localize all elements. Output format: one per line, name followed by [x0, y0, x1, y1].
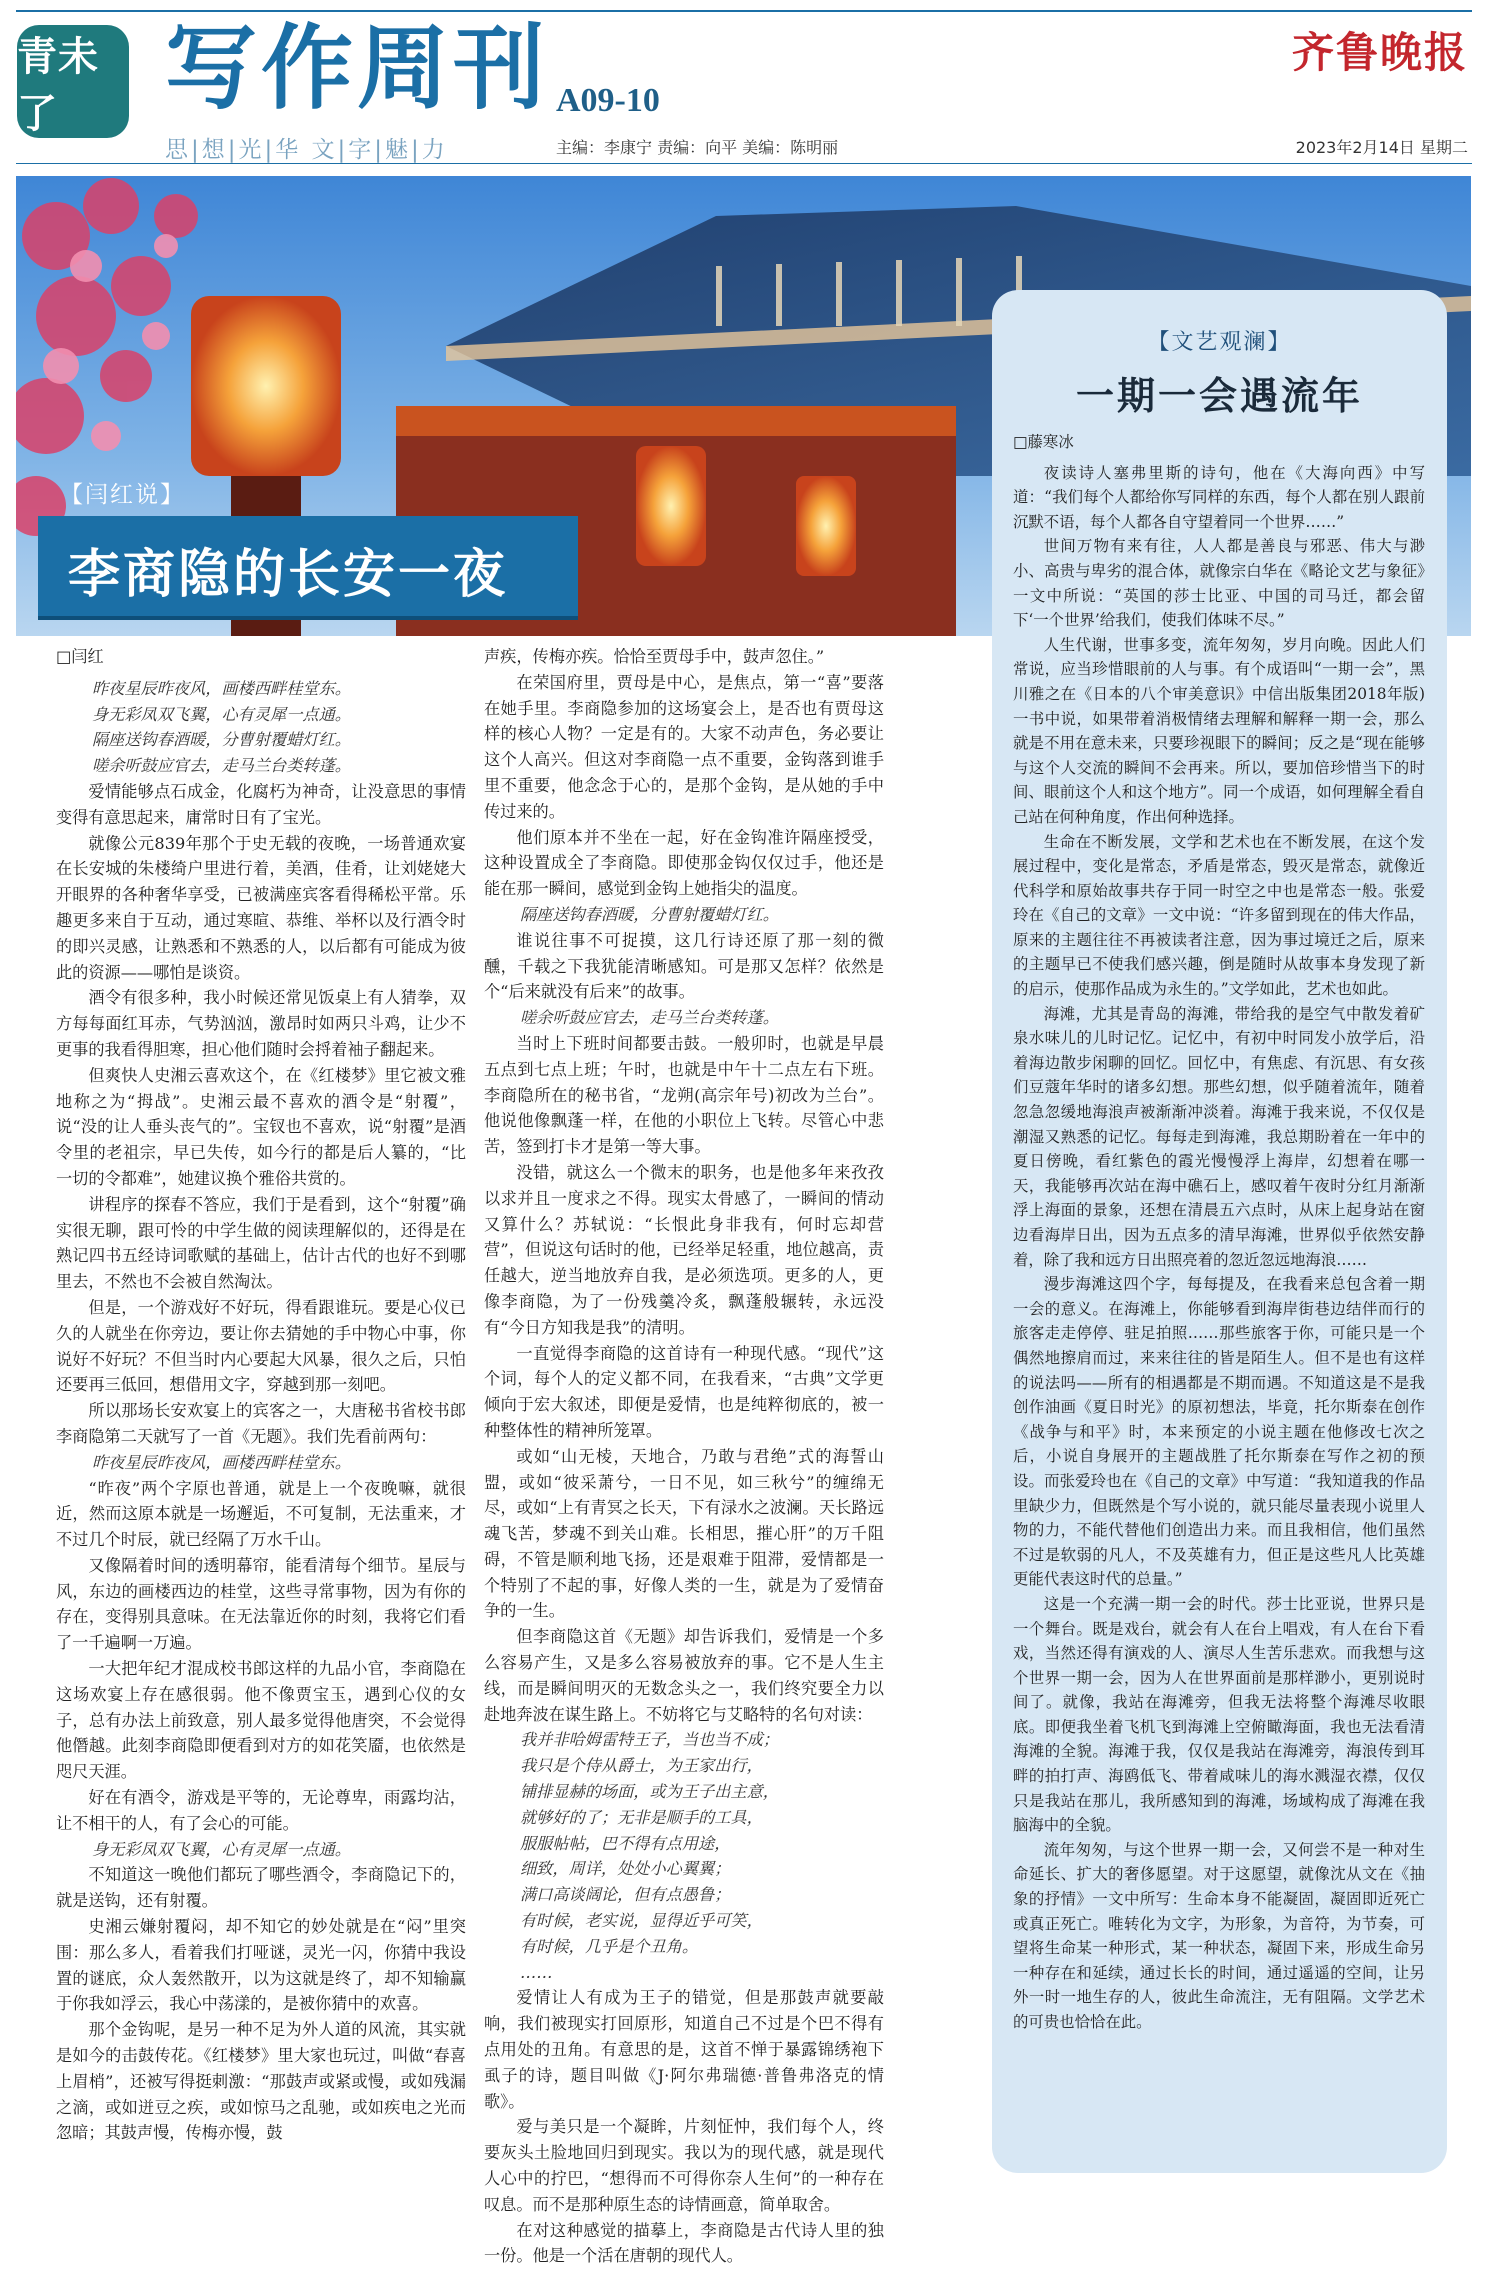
newspaper-brand: 齐鲁晚报 — [1291, 28, 1468, 77]
poem-line: 服服帖帖，巴不得有点用途， — [520, 1833, 731, 1853]
poem-line: 我只是个侍从爵士，为王家出行， — [520, 1756, 763, 1776]
poem-line: 有时候，老实说，显得近乎可笑， — [520, 1911, 763, 1931]
paragraph: 爱情让人有成为王子的错觉，但是那鼓声就要敲响，我们被现实打回原形，知道自己不过是个巴不得有点用处的丑角。有意思的是，这首不惮于暴露锦绣袍下虱子的诗，题目叫做《J·阿尔弗瑞德·普鲁弗洛克的情歌》。 — [484, 1988, 884, 2111]
paragraph: 史湘云嫌射覆闷，却不知它的妙处就是在“闷”里突围：那么多人，看着我们打哑谜，灵光一闪，你猜中我设置的谜底，众人轰然散开，以为这就是终了，却不知输赢于你我如浮云，我心中荡漾的，是被你猜中的欢喜。 — [56, 1917, 466, 2014]
masthead-rule — [16, 163, 1472, 164]
paragraph: 在对这种感觉的描摹上，李商隐是古代诗人里的独一份。他是一个活在唐朝的现代人。 — [484, 2220, 884, 2266]
paragraph: 爱与美只是一个凝眸，片刻怔忡，我们每个人，终要灰头土脸地回归到现实。我以为的现代感，就是现代人心中的拧巴，“想得而不可得你奈人生何”的一种存在叹息。而不是那种原生态的诗情画意，简单取舍。 — [484, 2117, 884, 2214]
paragraph: 他们原本并不坐在一起，好在金钩准许隔座授受，这种设置成全了李商隐。即使那金钩仅仅过手，他还是能在那一瞬间，感觉到金钩上她指尖的温度。 — [484, 827, 884, 899]
paragraph: 或如“山无棱，天地合，乃敢与君绝”式的海誓山盟，或如“彼采萧兮，一日不见，如三秋兮”的缠绵无尽，或如“上有青冥之长天，下有渌水之波澜。天长路远魂飞苦，梦魂不到关山难。长相思，摧心肝”的万千阻碍，不管是顺利地飞扬，还是艰难于阻滞，爱情都是一个特别了不起的事，好像人类的一生，就是为了爱情奋争的一生。 — [484, 1446, 884, 1621]
sidebar-column — [1013, 430, 1425, 2035]
poem-line: 嗟余听鼓应官去，走马兰台类转蓬。 — [520, 1008, 779, 1028]
qingweiliao-logo — [17, 25, 129, 138]
edition-number: A09-10 — [556, 82, 660, 119]
paragraph: 所以那场长安欢宴上的宾客之一，大唐秘书省校书郎李商隐第二天就写了一首《无题》。我们先看前两句： — [56, 1401, 466, 1446]
paragraph: 世间万物有来有往，人人都是善良与邪恶、伟大与渺小、高贵与卑劣的混合体，就像宗白华在《略论文艺与象征》一文中所说：“英国的莎士比亚、中国的司马迁，都会留下‘一个世界’给我们，使我们体味不尽。” — [1013, 537, 1425, 630]
paragraph: 不知道这一晚他们都玩了哪些酒令，李商隐记下的，就是送钩，还有射覆。 — [56, 1865, 466, 1911]
paragraph: 人生代谢，世事多变，流年匆匆，岁月向晚。因此人们常说，应当珍惜眼前的人与事。有个成语叫“一期一会”，黑川雅之在《日本的八个审美意识》中信出版集团2018年版)一书中说，如果带着消极情绪去理解和解释一期一会，那么就是不用在意未来，只要珍视眼下的瞬间；反之是“现在能够与这个人交流的瞬间不会再来。所以，要加倍珍惜当下的时间、眼前这个人和这个地方”。同一个成语，如何理解全看自己站在何种角度，作出何种选择。 — [1013, 635, 1425, 826]
paragraph: 爱情能够点石成金，化腐朽为神奇，让没意思的事情变得有意思起来，庸常时日有了宝光。 — [56, 781, 466, 827]
paragraph: 但是，一个游戏好不好玩，得看跟谁玩。要是心仪已久的人就坐在你旁边，要让你去猜她的手中物心中事，你说好不好玩？不但当时内心要起大风暴，很久之后，只怕还要再三低回，想借用文字，穿越到那一刻吧。 — [56, 1297, 466, 1395]
paragraph: 谁说往事不可捉摸，这几行诗还原了那一刻的微醺，千载之下我犹能清晰感知。可是那又怎样？依然是个“后来就没有后来”的故事。 — [484, 930, 884, 1002]
poem-line: 隔座送钩春酒暖，分曹射覆蜡灯红。 — [92, 730, 351, 750]
poem-line: 铺排显赫的场面，或为王子出主意， — [520, 1782, 779, 1802]
top-rule — [16, 10, 1472, 12]
paragraph: 在荣国府里，贾母是中心，是焦点，第一“喜”要落在她手里。李商隐参加的这场宴会上，是否也有贾母这样的核心人物？一定是有的。大家不动声色，务必要让这个人高兴。但这对李商隐一点不重要，金钩落到谁手里不重要，他念念于心的，是那个金钩，是从她的手中传过来的。 — [484, 672, 884, 821]
paragraph: 又像隔着时间的透明幕帘，能看清每个细节。星辰与风，东边的画楼西边的桂堂，这些寻常事物，因为有你的存在，变得别具意味。在无法靠近你的时刻，我将它们看了一千遍啊一万遍。 — [56, 1555, 466, 1653]
poem-line: 细致，周详，处处小心翼翼； — [520, 1859, 731, 1879]
sidebar-kicker: 【文艺观澜】 — [1147, 330, 1292, 355]
paragraph: 漫步海滩这四个字，每每提及，在我看来总包含着一期一会的意义。在海滩上，你能够看到海岸街巷边结伴而行的旅客走走停停、驻足拍照……那些旅客于你，可能只是一个偶然地擦肩而过，来来往往的皆是陌生人。但不是也有这样的说法吗——所有的相遇都是不期而遇。不知道这是不是我创作油画《夏日时光》的原初想法，毕竟，托尔斯泰在创作《战争与和平》时，本来预定的小说主题在他修改七次之后，小说自身展开的主题战胜了托尔斯泰在写作之初的预设。而张爱玲也在《自己的文章》中写道：“我知道我的作品里缺少力，但既然是个写小说的，就只能尽量表现小说里人物的力，不能代替他们创造出力来。而且我相信，他们虽然不过是软弱的凡人，不及英雄有力，但正是这些凡人比英雄更能代表这时代的总量。” — [1013, 1275, 1425, 1589]
feature-column-1 — [56, 644, 466, 2146]
poem-line: 满口高谈阔论，但有点愚鲁； — [520, 1885, 731, 1905]
paragraph: 生命在不断发展，文学和艺术也在不断发展，在这个发展过程中，变化是常态，矛盾是常态，毁灭是常态，就像近代科学和原始故事共存于同一时空之中也是常态一般。张爱玲在《自己的文章》一文中说：“许多留到现在的伟大作品，原来的主题往往不再被读者注意，因为事过境迁之后，原来的主题早已不使我们感兴趣，倒是随时从故事本身发现了新的启示，使那作品成为永生的。”文学如此，艺术也如此。 — [1013, 832, 1425, 999]
paragraph: 夜读诗人塞弗里斯的诗句，他在《大海向西》中写道：“我们每个人都给你写同样的东西，每个人都在别人跟前沉默不语，每个人都各自守望着同一个世界……” — [1013, 463, 1425, 531]
poem-line: 昨夜星辰昨夜风，画楼西畔桂堂东。 — [92, 678, 351, 698]
paragraph: 一大把年纪才混成校书郎这样的九品小官，李商隐在这场欢宴上存在感很弱。他不像贾宝玉，遇到心仪的女子，总有办法上前致意，别人最多觉得他唐突，不会觉得他僭越。此刻李商隐即便看到对方的如花笑靥，也依然是咫尺天涯。 — [56, 1659, 466, 1782]
paragraph: 酒令有很多种，我小时候还常见饭桌上有人猜拳，双方每每面红耳赤，气势汹汹，激昂时如两只斗鸡，让少不更事的我看得胆寒，担心他们随时会捋着袖子翻起来。 — [56, 988, 466, 1059]
paragraph: “昨夜”两个字原也普通，就是上一个夜晚嘛，就很近，然而这原本就是一场邂逅，不可复制，无法重来，才不过几个时辰，就已经隔了万水千山。 — [56, 1478, 466, 1550]
paragraph: 讲程序的探春不答应，我们于是看到，这个“射覆”确实很无聊，跟可怜的中学生做的阅读理解似的，还得是在熟记四书五经诗词歌赋的基础上，估计古代的也好不到哪里去，不然也不会被自然淘汰。 — [56, 1194, 466, 1292]
feature-headline-box — [38, 516, 578, 620]
editor-credits: 主编：李康宁 责编：向平 美编：陈明丽 — [556, 138, 839, 157]
byline: □藤寒冰 — [1013, 433, 1074, 451]
slogan: 思|想|光|华 文|字|魅|力 — [165, 137, 448, 163]
poem-line: 有时候，几乎是个丑角。 — [520, 1936, 699, 1956]
poem-line: 嗟余听鼓应官去，走马兰台类转蓬。 — [92, 756, 351, 776]
paragraph: 流年匆匆，与这个世界一期一会，又何尝不是一种对生命延长、扩大的奢侈愿望。对于这愿望，就像沈从文在《抽象的抒情》一文中所写：生命本身不能凝固，凝固即近死亡或真正死亡。唯转化为文字，为形象，为音符，为节奏，可望将生命某一种形式，某一种状态，凝固下来，形成生命另一种存在和延续，通过长长的时间，通过遥遥的空间，让另外一时一地生存的人，彼此生命流注，无有阻隔。文学艺术的可贵也恰恰在此。 — [1013, 1840, 1425, 2031]
issue-date: 2023年2月14日 星期二 — [1295, 138, 1468, 157]
paragraph: 海滩，尤其是青岛的海滩，带给我的是空气中散发着矿泉水味儿的儿时记忆。记忆中，有初中时同发小放学后，沿着海边散步闲聊的回忆。回忆中，有焦虑、有沉思、有女孩们豆蔻年华时的诸多幻想。那些幻想，似乎随着流年，随着忽急忽缓地海浪声被渐渐冲淡着。海滩于我来说，不仅仅是潮湿又熟悉的记忆。每每走到海滩，我总期盼着在一年中的夏日傍晚，看红紫色的霞光慢慢浮上海岸，幻想着在哪一天，我能够再次站在海中礁石上，感叹着午夜时分红月渐渐浮上海面的景象，还想在清晨五六点时，从床上起身站在窗边看海岸日出，因为五点多的清早海滩，世界似乎依然安静着，除了我和远方日出照亮着的忽近忽远地海浪…… — [1013, 1004, 1425, 1269]
poem-line: 我并非哈姆雷特王子，当也当不成； — [520, 1730, 779, 1750]
paragraph: 声疾，传梅亦疾。恰恰至贾母手中，鼓声忽住。” — [484, 647, 825, 666]
paragraph: 好在有酒令，游戏是平等的，无论尊卑，雨露均沾，让不相干的人，有了会心的可能。 — [56, 1788, 466, 1833]
sidebar-headline: 一期一会遇流年 — [1075, 373, 1363, 418]
paragraph: 那个金钩呢，是另一种不足为外人道的风流，其实就是如今的击鼓传花。《红楼梦》里大家也玩过，叫做“春喜上眉梢”，还被写得挺刺激：“那鼓声或紧或慢，或如残漏之滴，或如迸豆之疾，或如惊马之乱驰，或如疾电之光而忽暗；其鼓声慢，传梅亦慢，鼓 — [56, 2020, 466, 2143]
poem-line: 就够好的了；无非是顺手的工具， — [520, 1807, 763, 1827]
paragraph: 没错，就这么一个微末的职务，也是他多年来孜孜以求并且一度求之不得。现实太骨感了，一瞬间的情动又算什么？苏轼说：“长恨此身非我有，何时忘却营营”，但说这句话时的他，已经举足轻重，地位越高，责任越大，逆当地放弃自我，是必须选项。更多的人，更像李商隐，为了一份残羹冷炙，飘蓬般辗转，永远没有“今日方知我是我”的清明。 — [484, 1162, 884, 1337]
paragraph: 就像公元839年那个于史无载的夜晚，一场普通欢宴在长安城的朱楼绮户里进行着，美酒，佳肴，让刘姥姥大开眼界的各种奢华享受，已被满座宾客看得稀松平常。乐趣更多来自于互动，通过寒暄、恭维、举杯以及行酒令时的即兴灵感，让熟悉和不熟悉的人，以后都有可能成为彼此的资源——哪怕是谈资。 — [56, 833, 466, 982]
page-title: 写作周刊 — [165, 14, 550, 122]
feature-headline: 李商隐的长安一夜 — [68, 544, 509, 605]
paragraph: 但李商隐这首《无题》却告诉我们，爱情是一个多么容易产生，又是多么容易被放弃的事。它不是人生主线，而是瞬间明灭的无数念头之一，我们终究要全力以赴地奔波在谋生路上。不妨将它与艾略特的名句对读： — [484, 1627, 884, 1724]
feature-column-2 — [484, 644, 884, 2269]
paragraph: 当时上下班时间都要击鼓。一般卯时，也就是早晨五点到七点上班；午时，也就是中午十二点左右下班。李商隐所在的秘书省，“龙朔(高宗年号)初改为兰台”。他说他像飘蓬一样，在他的小职位上飞转。尽管心中悲苦，签到打卡才是第一等大事。 — [484, 1033, 884, 1157]
paragraph: 但爽快人史湘云喜欢这个，在《红楼梦》里它被文雅地称之为“拇战”。史湘云最不喜欢的酒令是“射覆”，说“没的让人垂头丧气的”。宝钗也不喜欢，说“射覆”是酒令里的老祖宗，早已失传，如今行的都是后人纂的，“比一切的令都难”，她建议换个雅俗共赏的。 — [56, 1065, 466, 1188]
poem-line: …… — [520, 1962, 553, 1982]
byline: □闫红 — [56, 647, 104, 666]
poem-line: 身无彩凤双飞翼，心有灵犀一点通。 — [92, 704, 351, 724]
paragraph: 这是一个充满一期一会的时代。莎士比亚说，世界只是一个舞台。既是戏台，就会有人在台上唱戏，有人在台下看戏，当然还得有演戏的人、演尽人生苦乐悲欢。而我想与这个世界一期一会，因为人在世界面前是那样渺小，更别说时间了。就像，我站在海滩旁，但我无法将整个海滩尽收眼底。即便我坐着飞机飞到海滩上空俯瞰海面，我也无法看清海滩的全貌。海滩于我，仅仅是我站在海滩旁，海浪传到耳畔的拍打声、海鸥低飞、带着咸味儿的海水溅湿衣襟，仅仅只是我站在那儿，我所感知到的海滩，场域构成了海滩在我脑海中的全貌。 — [1013, 1594, 1425, 1835]
poem-line: 隔座送钩春酒暖，分曹射覆蜡灯红。 — [520, 904, 779, 924]
feature-kicker: 【闫红说】 — [60, 482, 185, 508]
paragraph: 一直觉得李商隐的这首诗有一种现代感。“现代”这个词，每个人的定义都不同，在我看来，“古典”文学更倾向于宏大叙述，即便是爱情，也是纯粹彻底的，被一种整体性的精神所笼罩。 — [484, 1343, 884, 1440]
poem-line: 身无彩凤双飞翼，心有灵犀一点通。 — [92, 1839, 351, 1859]
poem-line: 昨夜星辰昨夜风，画楼西畔桂堂东。 — [92, 1452, 351, 1472]
logo-text: 青未了 — [17, 32, 99, 137]
